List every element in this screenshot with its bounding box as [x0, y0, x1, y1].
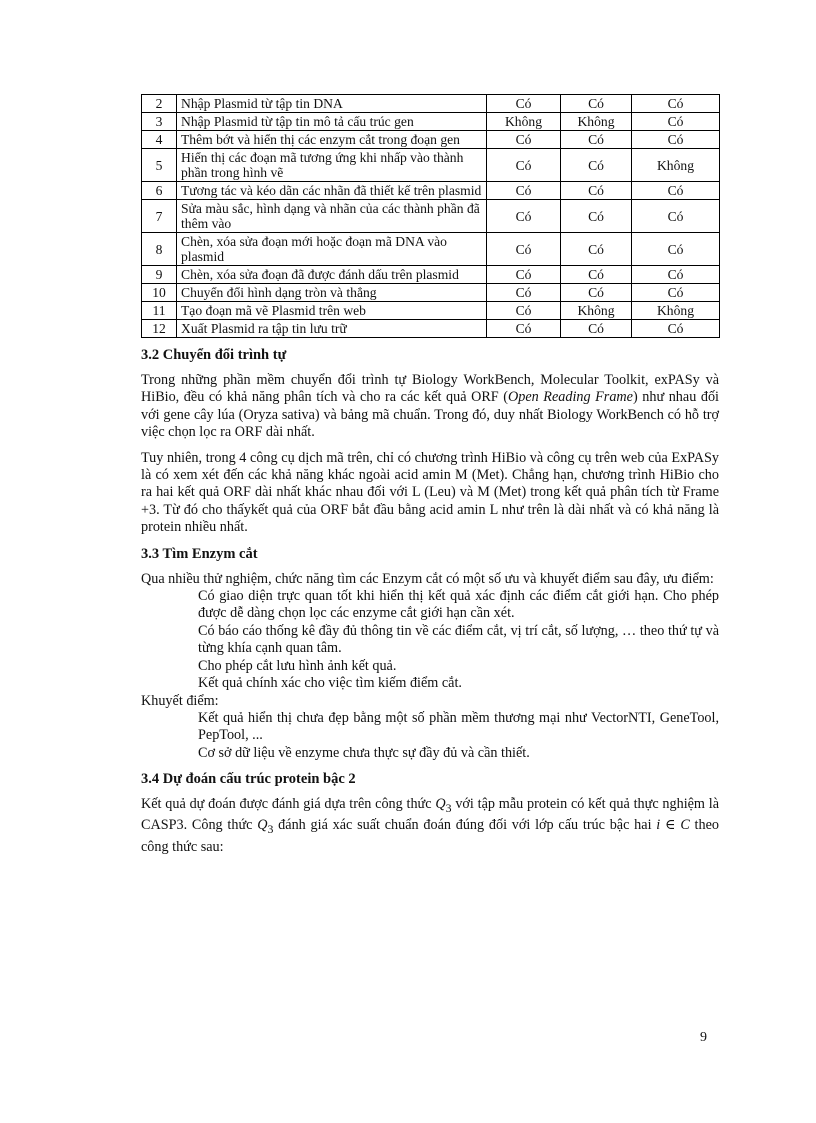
value-cell: Có [487, 302, 561, 320]
feature-cell: Thêm bớt và hiển thị các enzym cắt trong đoạn gen [177, 131, 487, 149]
feature-cell: Hiển thị các đoạn mã tương ứng khi nhấp vào thành phần trong hình vẽ [177, 149, 487, 182]
document-page [141, 94, 719, 864]
row-number: 6 [142, 182, 177, 200]
value-cell: Có [487, 284, 561, 302]
value-cell: Có [487, 149, 561, 182]
table-row [142, 284, 720, 302]
row-number: 9 [142, 266, 177, 284]
value-cell: Có [487, 266, 561, 284]
value-cell: Có [561, 182, 632, 200]
table-row [142, 95, 720, 113]
paragraph-orf: Trong những phần mềm chuyển đổi trình tự Biology WorkBench, Molecular Toolkit, exPASy và HiBio, đều có khả năng phân tích và cho ra các kết quả ORF (Open Reading Frame) như nhau đối với gene cây lúa (Oryza sativa) và bảng mã chuẩn. Trong đó, duy nhất Biology WorkBench có hỗ trợ việc chọn lọc ra ORF dài nhất. [141, 372, 719, 441]
value-cell: Có [632, 182, 720, 200]
feature-cell: Nhập Plasmid từ tập tin mô tả cấu trúc gen [177, 113, 487, 131]
table-row [142, 233, 720, 266]
value-cell: Có [561, 95, 632, 113]
pro-item: Kết quả chính xác cho việc tìm kiếm điểm cắt. [198, 675, 462, 692]
table-row [142, 131, 720, 149]
feature-cell: Chuyển đổi hình dạng tròn và thẳng [177, 284, 487, 302]
feature-cell: Chèn, xóa sửa đoạn đã được đánh dấu trên plasmid [177, 266, 487, 284]
row-number: 3 [142, 113, 177, 131]
value-cell: Có [487, 320, 561, 338]
pro-item: Cho phép cắt lưu hình ảnh kết quả. [198, 657, 397, 674]
paragraph-hibio: Tuy nhiên, trong 4 công cụ dịch mã trên, chỉ có chương trình HiBio và công cụ trên web của ExPASy là có xem xét đến các khả năng khác ngoài acid amin M (Met). Chẳng hạn, chương trình HiBio cho ra hai kết quả ORF dài nhất khác nhau đối với L (Leu) và M (Met) trong kết quả phân tích từ Frame +3. Từ đó cho thấykết quả của ORF bắt đầu bằng acid amin L như trên là dài nhất và có khả năng là protein nhiều nhất. [141, 449, 719, 536]
paragraph-q3: Kết quả dự đoán được đánh giá dựa trên công thức $Q_3$ với tập mẫu protein có kết quả thực nghiệm là CASP3. Công thức $Q_3$ đánh giá xác suất chuẩn đoán đúng đối với lớp cấu trúc bậc hai i ∈ C theo công thức sau: [141, 796, 719, 855]
value-cell: Có [632, 284, 720, 302]
value-cell: Có [561, 284, 632, 302]
value-cell: Không [561, 302, 632, 320]
heading-3-4: 3.4 Dự đoán cấu trúc protein bậc 2 [141, 771, 356, 788]
pro-item: Có báo cáo thống kê đầy đủ thông tin về các điểm cắt, vị trí cắt, số lượng, … theo thứ tự và từng khía cạnh quan tâm. [198, 622, 719, 657]
row-number: 2 [142, 95, 177, 113]
row-number: 5 [142, 149, 177, 182]
row-number: 4 [142, 131, 177, 149]
value-cell: Có [561, 320, 632, 338]
feature-cell: Xuất Plasmid ra tập tin lưu trữ [177, 320, 487, 338]
value-cell: Có [632, 95, 720, 113]
value-cell: Có [487, 95, 561, 113]
value-cell: Có [487, 200, 561, 233]
feature-cell: Nhập Plasmid từ tập tin DNA [177, 95, 487, 113]
value-cell: Có [632, 320, 720, 338]
heading-3-3: 3.3 Tìm Enzym cắt [141, 545, 258, 562]
value-cell: Có [632, 266, 720, 284]
row-number: 7 [142, 200, 177, 233]
table-row [142, 320, 720, 338]
con-item: Cơ sở dữ liệu về enzyme chưa thực sự đầy đủ và cần thiết. [198, 744, 530, 761]
paragraph-enzyme-intro: Qua nhiều thử nghiệm, chức năng tìm các Enzym cắt có một số ưu và khuyết điểm sau đây, ưu điểm: [141, 570, 714, 587]
value-cell: Có [632, 131, 720, 149]
table-row [142, 302, 720, 320]
row-number: 10 [142, 284, 177, 302]
con-item: Kết quả hiển thị chưa đẹp bằng một số phần mềm thương mại như VectorNTI, GeneTool, PepTool, ... [198, 709, 719, 744]
value-cell: Có [561, 149, 632, 182]
value-cell: Có [561, 131, 632, 149]
value-cell: Có [632, 233, 720, 266]
value-cell: Có [487, 131, 561, 149]
value-cell: Có [561, 200, 632, 233]
pro-item: Có giao diện trực quan tốt khi hiển thị kết quả xác định các điểm cắt giới hạn. Cho phép được dễ dàng chọn lọc các enzyme cắt giới hạn cần xét. [198, 588, 719, 622]
table-row [142, 200, 720, 233]
page-number: 9 [700, 1030, 707, 1045]
feature-comparison-table [141, 94, 720, 338]
feature-cell: Tạo đoạn mã vẽ Plasmid trên web [177, 302, 487, 320]
heading-3-2: 3.2 Chuyển đổi trình tự [141, 347, 287, 363]
feature-cell: Tương tác và kéo dãn các nhãn đã thiết kế trên plasmid [177, 182, 487, 200]
value-cell: Không [632, 302, 720, 320]
value-cell: Có [561, 266, 632, 284]
row-number: 8 [142, 233, 177, 266]
feature-cell: Chèn, xóa sửa đoạn mới hoặc đoạn mã DNA vào plasmid [177, 233, 487, 266]
table-row [142, 182, 720, 200]
table-row [142, 266, 720, 284]
value-cell: Có [632, 113, 720, 131]
row-number: 11 [142, 302, 177, 320]
value-cell: Không [561, 113, 632, 131]
value-cell: Không [632, 149, 720, 182]
cons-label: Khuyết điểm: [141, 692, 219, 709]
table-row [142, 149, 720, 182]
value-cell: Có [487, 233, 561, 266]
value-cell: Có [632, 200, 720, 233]
feature-cell: Sửa màu sắc, hình dạng và nhãn của các thành phần đã thêm vào [177, 200, 487, 233]
value-cell: Có [487, 182, 561, 200]
row-number: 12 [142, 320, 177, 338]
value-cell: Không [487, 113, 561, 131]
table-row [142, 113, 720, 131]
value-cell: Có [561, 233, 632, 266]
